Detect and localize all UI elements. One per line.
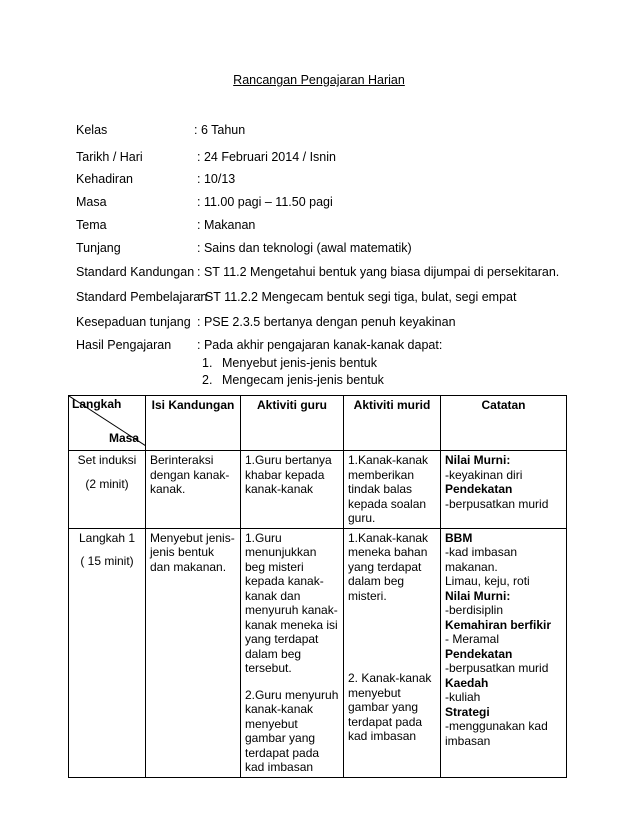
field-label: Kesepaduan tunjang — [76, 315, 191, 329]
field-label: Masa — [76, 195, 107, 209]
list-item — [202, 372, 384, 389]
page-title: Rancangan Pengajaran Harian — [233, 73, 405, 87]
step-label: Set induksi — [77, 453, 137, 467]
catatan-line: Limau, keju, roti — [445, 574, 530, 588]
step-cell — [69, 528, 146, 777]
catatan-line: BBM — [445, 530, 473, 545]
murid-activity-2: 2. Kanak-kanak menyebut gambar yang terdapat pada kad imbasan — [348, 671, 432, 743]
list-number: 2. — [202, 373, 213, 387]
field-value: : 10/13 — [197, 172, 236, 186]
step-label: Langkah 1 — [78, 530, 136, 545]
catatan-line: Pendekatan — [445, 646, 513, 661]
field-value: : Pada akhir pengajaran kanak-kanak dapat: — [197, 338, 443, 352]
outcome-list — [202, 355, 384, 389]
step-time: (2 minit) — [85, 476, 129, 491]
field-label: Tema — [76, 218, 107, 232]
isi-cell: Menyebut jenis-jenis bentuk dan makanan. — [146, 528, 241, 777]
list-text: Menyebut jenis-jenis bentuk — [222, 356, 377, 370]
step-time: ( 15 minit) — [80, 554, 134, 568]
guru-cell — [241, 528, 344, 777]
header-masa: Masa — [108, 430, 139, 445]
field-label: Tunjang — [76, 241, 121, 255]
lesson-table — [68, 395, 567, 778]
field-value: : ST 11.2 Mengetahui bentuk yang biasa dijumpai di persekitaran. — [197, 265, 560, 279]
catatan-line: -kad imbasan makanan. — [445, 545, 518, 574]
header-catatan: Catatan — [441, 396, 567, 451]
murid-cell — [344, 528, 441, 777]
table-row — [69, 451, 567, 529]
field-value: : Makanan — [197, 218, 256, 232]
isi-cell: Berinteraksi dengan kanak-kanak. — [146, 451, 241, 529]
catatan-line: -berpusatkan murid — [445, 496, 549, 511]
field-label: Hasil Pengajaran — [76, 338, 172, 352]
field-value: : 24 Februari 2014 / Isnin — [197, 150, 336, 164]
field-label: Kelas — [76, 123, 108, 137]
catatan-line: Strategi — [445, 704, 490, 719]
murid-cell: 1.Kanak-kanak memberikan tindak balas kepada soalan guru. — [344, 451, 441, 529]
catatan-line: Pendekatan — [445, 482, 513, 496]
field-label: Standard Kandungan — [76, 265, 195, 279]
header-langkah: Langkah — [72, 397, 122, 411]
guru-activity-1: 1.Guru menunjukkan beg misteri kepada kanak-kanak dan menyuruh kanak-kanak meneka isi yang terdapat dalam beg tersebut. — [245, 530, 338, 675]
table-header-row — [69, 396, 567, 451]
catatan-line: -berdisiplin — [445, 603, 504, 617]
field-value: : 6 Tahun — [194, 123, 246, 137]
table-row — [69, 528, 567, 777]
catatan-cell — [441, 528, 567, 777]
field-value: : 11.00 pagi – 11.50 pagi — [197, 195, 333, 209]
catatan-line: Nilai Murni: — [445, 453, 511, 467]
step-cell — [69, 451, 146, 529]
guru-activity-2: 2.Guru menyuruh kanak-kanak menyebut gambar yang terdapat pada kad imbasan — [245, 687, 339, 774]
catatan-line: -keyakinan diri — [445, 467, 523, 482]
field-label: Tarikh / Hari — [76, 150, 143, 164]
field-label: Kehadiran — [76, 172, 133, 186]
field-label: Standard Pembelajaran — [76, 290, 208, 304]
header-aktiviti-murid: Aktiviti murid — [344, 396, 441, 451]
catatan-line: -kuliah — [445, 690, 481, 704]
field-value: : ST 11.2.2 Mengecam bentuk segi tiga, bulat, segi empat — [198, 290, 517, 304]
catatan-line: - Meramal — [445, 632, 500, 646]
list-item — [202, 355, 384, 372]
header-aktiviti-guru: Aktiviti guru — [241, 396, 344, 451]
field-value: : Sains dan teknologi (awal matematik) — [197, 241, 412, 255]
catatan-line: -menggunakan kad imbasan — [445, 719, 548, 748]
catatan-line: Nilai Murni: — [445, 588, 511, 603]
field-value: : PSE 2.3.5 bertanya dengan penuh keyakinan — [197, 315, 456, 329]
header-isi-kandungan: Isi Kandungan — [146, 396, 241, 451]
murid-activity-1: 1.Kanak-kanak meneka bahan yang terdapat dalam beg misteri. — [348, 530, 429, 603]
guru-cell: 1.Guru bertanya khabar kepada kanak-kanak — [241, 451, 344, 529]
catatan-line: Kaedah — [445, 675, 489, 690]
header-langkah-masa — [69, 396, 146, 451]
catatan-cell — [441, 451, 567, 529]
list-text: Mengecam jenis-jenis bentuk — [222, 373, 384, 387]
catatan-line: Kemahiran berfikir — [445, 617, 552, 632]
list-number: 1. — [202, 356, 213, 370]
catatan-line: -berpusatkan murid — [445, 661, 549, 675]
